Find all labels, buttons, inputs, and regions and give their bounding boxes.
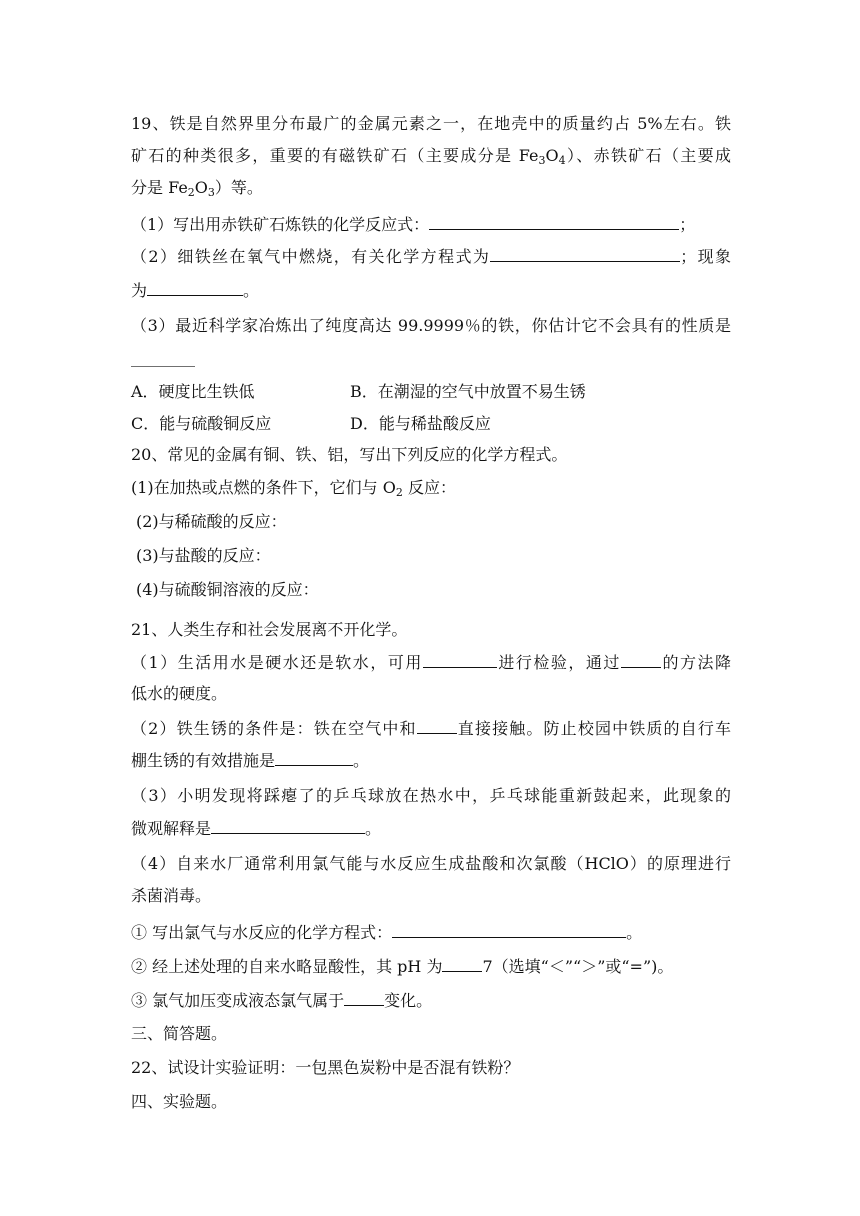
q21-sub-1: ① 写出氯气与水反应的化学方程式： 。 bbox=[131, 920, 731, 945]
option-c[interactable]: C．能与硫酸铜反应 bbox=[131, 414, 272, 433]
q21-part-4: （4）自来水厂通常利用氯气能与水反应生成盐酸和次氯酸（HClO）的原理进行 bbox=[131, 854, 731, 873]
q19-options-row-1 bbox=[131, 380, 731, 404]
q22-question: 22、试设计实验证明：一包黑色炭粉中是否混有铁粉？ bbox=[131, 1058, 520, 1077]
q20-part-2: (2)与稀硫酸的反应： bbox=[136, 512, 287, 531]
q19-part-3-blank[interactable]: ________ bbox=[131, 348, 195, 367]
q21-part-1-cont: 低水的硬度。 bbox=[131, 684, 228, 703]
q20-part-1: (1)在加热或点燃的条件下，它们与 $O_2$ 反应： bbox=[131, 478, 456, 499]
q19-part-2-cont: 为 。 bbox=[131, 278, 731, 303]
q19-part-3: （3）最近科学家冶炼出了纯度高达 99.9999％的铁，你估计它不会具有的性质是 bbox=[131, 316, 731, 335]
q21-part-3-cont: 微观解释是 。 bbox=[131, 816, 731, 841]
option-b[interactable]: B．在潮湿的空气中放置不易生锈 bbox=[350, 382, 586, 401]
q20-line-1: 20、常见的金属有铜、铁、铝，写出下列反应的化学方程式。 bbox=[131, 445, 568, 464]
answer-blank[interactable] bbox=[442, 954, 482, 972]
answer-blank[interactable] bbox=[490, 244, 640, 262]
answer-blank[interactable] bbox=[429, 212, 557, 230]
q19-options-row-2 bbox=[131, 412, 731, 436]
q20-part-4: (4)与硫酸铜溶液的反应： bbox=[136, 580, 319, 599]
answer-blank[interactable] bbox=[147, 278, 243, 296]
answer-blank[interactable] bbox=[621, 650, 661, 668]
q19-line-3: 分是 $Fe_2O_3$）等。 bbox=[131, 178, 263, 199]
q19-part-2: （2）细铁丝在氧气中燃烧，有关化学方程式为 ；现象 bbox=[131, 244, 731, 269]
section-heading: 三、简答题。 bbox=[131, 1024, 228, 1043]
q21-part-4-cont: 杀菌消毒。 bbox=[131, 886, 212, 905]
q21-part-1: （1）生活用水是硬水还是软水，可用 进行检验，通过 的方法降 bbox=[131, 650, 731, 675]
q20-part-3: (3)与盐酸的反应： bbox=[136, 546, 271, 565]
q21-part-3: （3）小明发现将踩瘪了的乒乓球放在热水中，乒乓球能重新鼓起来，此现象的 bbox=[131, 786, 731, 805]
q19-part-1: （1）写出用赤铁矿石炼铁的化学反应式： ； bbox=[131, 212, 731, 237]
section-heading: 四、实验题。 bbox=[131, 1092, 228, 1111]
q21-sub-3: ③ 氯气加压变成液态氯气属于 变化。 bbox=[131, 988, 731, 1013]
option-d[interactable]: D．能与稀盐酸反应 bbox=[350, 414, 491, 433]
option-a[interactable]: A．硬度比生铁低 bbox=[131, 382, 255, 401]
answer-blank[interactable] bbox=[344, 988, 384, 1006]
answer-blank[interactable] bbox=[211, 816, 253, 834]
answer-blank[interactable] bbox=[557, 212, 679, 230]
answer-blank[interactable] bbox=[275, 748, 353, 766]
q21-part-2-cont: 棚生锈的有效措施是 。 bbox=[131, 748, 731, 773]
q19-line-2: 矿石的种类很多，重要的有磁铁矿石（主要成分是 $Fe_3O_4$）、赤铁矿石（主要成 bbox=[131, 146, 731, 167]
answer-blank[interactable] bbox=[392, 920, 436, 938]
q21-sub-2: ② 经上述处理的自来水略显酸性，其 pH 为 7（选填“＜”“＞”或“=”)。 bbox=[131, 954, 731, 979]
answer-blank[interactable] bbox=[253, 816, 365, 834]
answer-blank[interactable] bbox=[436, 920, 626, 938]
answer-blank[interactable] bbox=[459, 650, 497, 668]
answer-blank[interactable] bbox=[640, 244, 680, 262]
q21-line-1: 21、人类生存和社会发展离不开化学。 bbox=[131, 620, 408, 639]
q19-line-1: 19、铁是自然界里分布最广的金属元素之一，在地壳中的质量约占 5%左右。铁 bbox=[131, 114, 731, 133]
q21-part-2: （2）铁生锈的条件是：铁在空气中和 直接接触。防止校园中铁质的自行车 bbox=[131, 716, 731, 741]
answer-blank[interactable] bbox=[417, 716, 457, 734]
answer-blank[interactable] bbox=[423, 650, 459, 668]
